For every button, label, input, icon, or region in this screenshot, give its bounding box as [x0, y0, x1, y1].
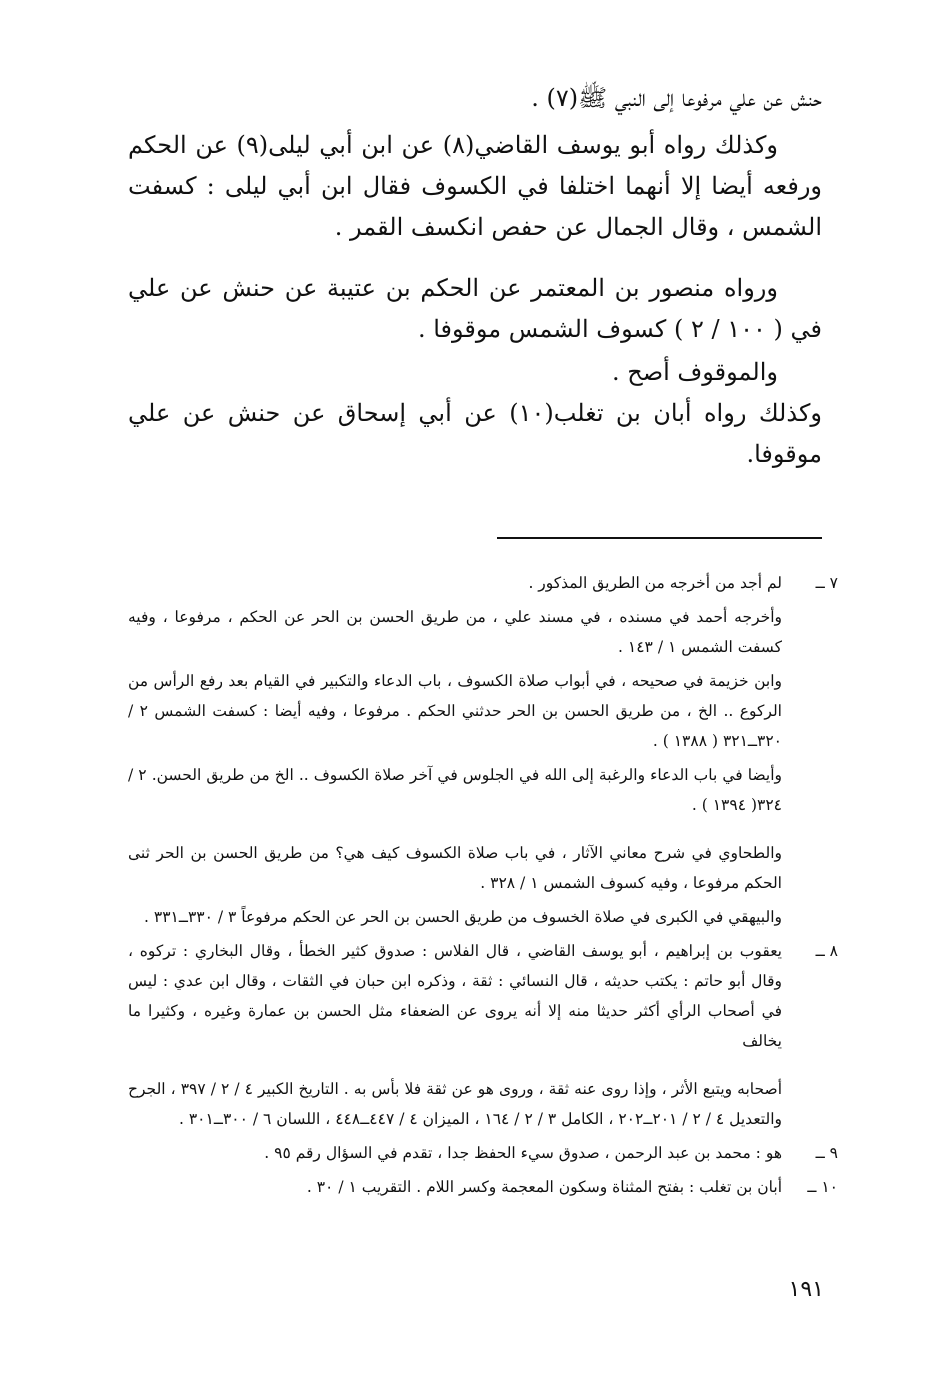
footnote-7	[128, 568, 838, 932]
footnote-text: وابن خزيمة في صحيحه ، في أبواب صلاة الكسوف ، باب الدعاء والتكبير في القيام بعد رفع الرأس من الركوع .. الخ ، من طريق الحسن بن الحر حدثني الحكم . مرفوعا ، وفيه أيضا : كسفت الشمس ٢ / ٣٢٠ــ٣٢١ ( ١٣٨٨ ) .	[128, 672, 782, 750]
footnote-number: ٨ ــ	[815, 942, 838, 960]
main-text	[128, 78, 822, 475]
main-paragraph-5: وكذلك رواه أبان بن تغلب(١٠) عن أبي إسحاق عن حنش عن علي موقوفا.	[128, 399, 822, 468]
footnote-text: أبان بن تغلب : بفتح المثناة وسكون المعجمة وكسر اللام . التقريب ١ / ٣٠ .	[306, 1178, 782, 1196]
footnote-number: ٧ ــ	[815, 574, 838, 592]
main-line-1: حنش عن علي مرفوعا إلى النبي ﷺ(٧) .	[531, 84, 822, 112]
footnote-text: والطحاوي في شرح معاني الآثار ، في باب صلاة الكسوف كيف هي؟ من طريق الحسن بن الحر ثنى الحكم مرفوعا ، وفيه كسوف الشمس ١ / ٣٢٨ .	[128, 844, 782, 892]
footnote-8	[128, 936, 838, 1134]
main-paragraph-3: ورواه منصور بن المعتمر عن الحكم بن عتيبة عن حنش عن علي في ( ١٠٠ / ٢ ) كسوف الشمس موقوفا .	[128, 274, 822, 343]
footnote-text: وأخرجه أحمد في مسنده ، في مسند علي ، من طريق الحسن بن الحر عن الحكم ، مرفوعا ، وفيه كسفت الشمس ١ / ١٤٣ .	[128, 608, 782, 656]
footnote-text: هو : محمد بن عبد الرحمن ، صدوق سيء الحفظ جدا ، تقدم في السؤال رقم ٩٥ .	[264, 1144, 782, 1162]
footnote-10	[128, 1172, 838, 1202]
footnote-text: أصحابه ويتبع الأثر ، وإذا روى عنه ثقة ، وروى هو عن ثقة فلا بأس به . التاريخ الكبير ٤ / ٢ / ٣٩٧ ، الجرح والتعديل ٤ / ٢ / ٢٠١ــ٢٠٢ ، الكامل ٣ / ٢ / ١٦٤ ، الميزان ٤ / ٤٤٧ــ٤٤٨ ، اللسان ٦ / ٣٠٠ــ٣٠١ .	[128, 1080, 782, 1128]
footnote-number: ٩ ــ	[815, 1144, 838, 1162]
page-number: ١٩١	[788, 1277, 824, 1302]
main-paragraph-4: والموقوف أصح .	[611, 358, 778, 386]
footnote-number: ١٠ ــ	[807, 1178, 838, 1196]
footnote-9	[128, 1138, 838, 1168]
main-paragraph-2: وكذلك رواه أبو يوسف القاضي(٨) عن ابن أبي ليلى(٩) عن الحكم ورفعه أيضا إلا أنهما اختلفا في الكسوف فقال ابن أبي ليلى : كسفت الشمس ، وقال الجمال عن حفص انكسف القمر .	[128, 131, 822, 241]
footnote-text: يعقوب بن إبراهيم ، أبو يوسف القاضي ، قال الفلاس : صدوق كثير الخطأ ، وقال البخاري : تركوه ، وقال أبو حاتم : يكتب حديثه ، قال النسائي : ثقة ، وذكره ابن حبان في الثقات ، وقال ابن عدي : ليس في أصحاب الرأي أكثر حديثا منه إلا أنه يروى عن الضعفاء مثل الحسن بن عمارة وغيره ، وكثيرا ما يخالف	[128, 942, 782, 1050]
footnotes	[128, 568, 838, 1206]
footnote-separator	[497, 537, 822, 539]
footnote-text: والبيهقي في الكبرى في صلاة الخسوف من طريق الحسن بن الحر عن الحكم مرفوعاً ٣ / ٣٣٠ــ٣٣١ .	[144, 908, 782, 926]
footnote-text: وأيضا في باب الدعاء والرغبة إلى الله في الجلوس في آخر صلاة الكسوف .. الخ من طريق الحسن. ٢ / ٣٢٤( ١٣٩٤ ) .	[128, 766, 782, 814]
footnote-text: لم أجد من أخرجه من الطريق المذكور .	[528, 574, 782, 592]
